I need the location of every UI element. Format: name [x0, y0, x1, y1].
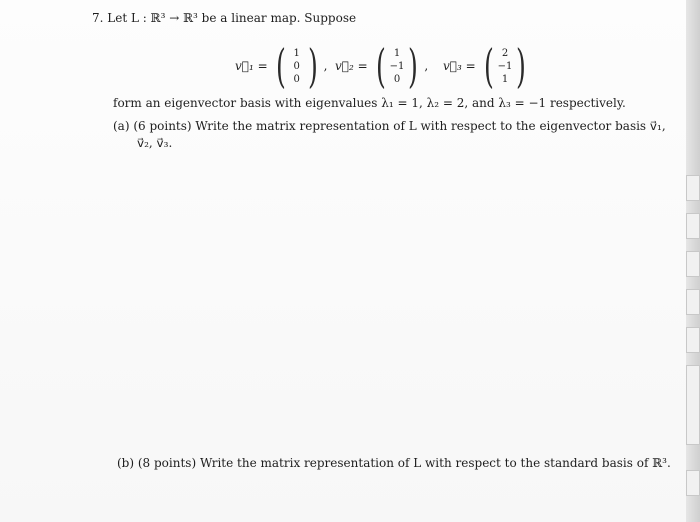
vector-separator: ,: [323, 59, 328, 73]
vector-entries: [498, 47, 513, 86]
vector-entry: 1: [393, 47, 401, 59]
left-paren: (: [483, 39, 494, 93]
vector-separator: ,: [424, 59, 429, 73]
vector-entry: 2: [501, 47, 509, 59]
vector-entry: −1: [497, 60, 513, 72]
left-paren: (: [375, 39, 386, 93]
vector-entries: [390, 47, 405, 86]
vector-entry: 1: [501, 73, 509, 85]
vector-v1: [235, 41, 327, 91]
vector-label: v⃗₃ =: [443, 59, 476, 73]
left-paren: (: [275, 39, 286, 93]
vector-entries: [290, 47, 304, 86]
side-tab[interactable]: [686, 175, 700, 201]
vector-v3: [443, 41, 532, 91]
side-tab[interactable]: [686, 327, 700, 353]
vector-entry: 0: [293, 73, 300, 85]
vector-entry: 0: [393, 73, 401, 85]
part-b-text: (b) (8 points) Write the matrix representation of L with respect to the standard basis of ℝ³.: [117, 456, 671, 470]
side-tab[interactable]: [686, 289, 700, 315]
vector-label: v⃗₂ =: [335, 59, 368, 73]
right-paren: ): [408, 39, 419, 93]
vector-entry: 1: [293, 47, 300, 59]
vector-entry: 0: [293, 60, 300, 72]
part-a-line-1: (a) (6 points) Write the matrix representation of L with respect to the eigenvector basis v⃗₁,: [113, 119, 666, 133]
right-paren: ): [516, 39, 527, 93]
vector-label: v⃗₁ =: [235, 59, 268, 73]
side-tab[interactable]: [686, 470, 700, 496]
vector-v2: [335, 41, 428, 91]
eigenvalue-text: form an eigenvector basis with eigenvalues λ₁ = 1, λ₂ = 2, and λ₃ = −1 respectively.: [113, 96, 626, 110]
side-tab[interactable]: [686, 365, 700, 445]
side-tab[interactable]: [686, 251, 700, 277]
side-tab[interactable]: [686, 213, 700, 239]
part-a-line-2: v⃗₂, v⃗₃.: [137, 136, 173, 150]
problem-statement: 7. Let L : ℝ³ → ℝ³ be a linear map. Suppose: [92, 11, 357, 25]
right-paren: ): [307, 39, 318, 93]
vector-entry: −1: [389, 60, 405, 72]
